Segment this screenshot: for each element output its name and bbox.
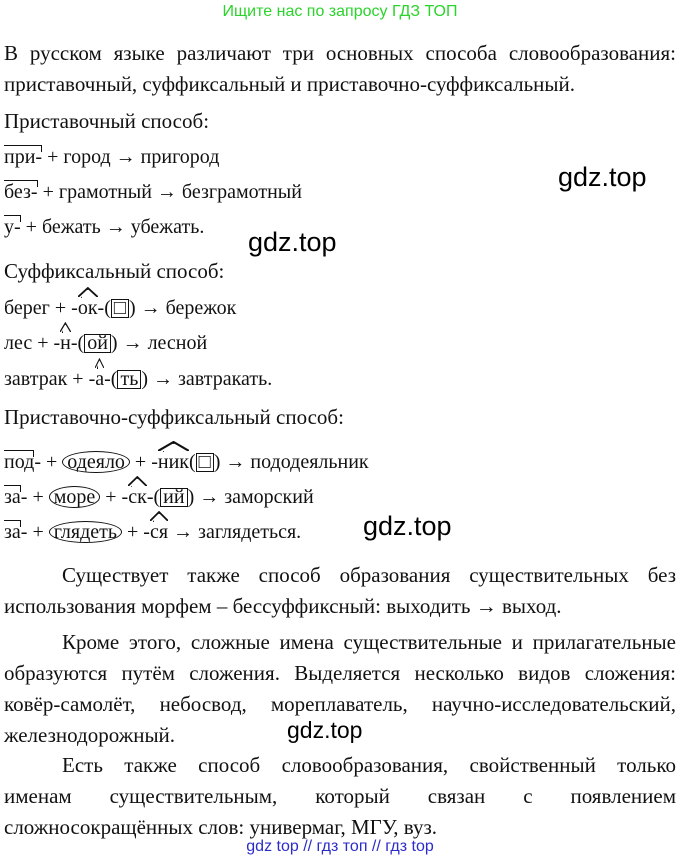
footer-links[interactable]: gdz top // гдз топ // гдз top — [246, 838, 434, 855]
suffix-text: ок — [77, 297, 98, 319]
suffix-example — [4, 297, 236, 320]
watermark: gdz.top — [363, 511, 452, 541]
text-line: железнодорожный. — [4, 723, 176, 747]
example-mid: ( — [189, 451, 196, 473]
example-tail: ) → завтракать. — [141, 368, 273, 390]
example-mid: -( — [70, 332, 85, 354]
root-mark: одеяло — [62, 451, 130, 473]
suffix-heading: Суффиксальный способ: — [4, 259, 225, 283]
text-line: сложносокращённых слов: универмаг, МГУ, вуз. — [4, 815, 438, 839]
text-line: использования морфем – бессуффиксный: выходить → выход. — [4, 594, 562, 618]
ending-mark: □ — [111, 299, 129, 318]
suffix-mark — [78, 297, 98, 320]
prefix-mark: под — [4, 451, 35, 473]
text-line: Кроме этого, сложные имена существительные и прилагательные — [62, 630, 676, 654]
example-tail: ) → пододеяльник — [213, 451, 369, 473]
suffix-example — [4, 332, 207, 355]
text-line: ковёр-самолёт, небосвод, мореплаватель, научно-исследовательский, — [4, 692, 676, 716]
paragraph-abbreviation — [4, 750, 676, 843]
text-line: Существует также способ образования существительных без — [62, 563, 676, 587]
prefix-mark: у- — [4, 216, 21, 238]
suffix-text: ск — [128, 486, 147, 508]
mixed-example — [4, 521, 301, 544]
intro-paragraph — [4, 38, 676, 100]
example-plus: - + — [20, 521, 49, 543]
suffix-mark — [158, 451, 189, 474]
example-rest: + бежать → убежать. — [20, 216, 205, 238]
text-line: Есть также способ словообразования, свойственный только — [62, 753, 676, 777]
ending-mark: ой — [84, 334, 111, 353]
text-line: именам существительным, который связан с появлением — [4, 784, 676, 808]
example-mid: -( — [97, 297, 111, 319]
suffix-mark — [128, 486, 147, 509]
example-base: лес + - — [4, 332, 61, 354]
example-rest: + грамотный → безграмотный — [37, 181, 302, 203]
mixed-example — [4, 486, 314, 509]
prefix-mark: при- — [4, 146, 43, 168]
example-base: берег + - — [4, 297, 78, 319]
ending-mark: ий — [160, 488, 187, 507]
prefix-example — [4, 216, 204, 239]
watermark: gdz.top — [558, 162, 647, 192]
prefix-mark: за — [4, 486, 21, 508]
banner-text[interactable]: Ищите нас по запросу ГДЗ ТОП — [222, 3, 458, 20]
watermark: gdz.top — [248, 227, 337, 257]
text-line: В русском языке различают три основных способа словообразования: — [4, 41, 676, 65]
example-tail: ) → заморский — [187, 486, 314, 508]
mixed-example — [4, 451, 369, 474]
example-plus: + - — [129, 451, 158, 473]
ending-mark: ть — [117, 370, 141, 389]
suffix-text: ся — [149, 521, 169, 543]
suffix-text: н — [60, 332, 71, 354]
mixed-heading: Приставочно-суффиксальный способ: — [4, 405, 344, 429]
prefix-mark: за — [4, 521, 21, 543]
prefix-heading: Приставочный способ: — [4, 109, 210, 133]
ending-mark: □ — [196, 453, 214, 472]
example-plus: - + — [20, 486, 49, 508]
example-plus: + - — [100, 486, 129, 508]
example-plus: + - — [122, 521, 150, 543]
example-plus: - + — [34, 451, 63, 473]
suffix-mark — [95, 368, 104, 391]
example-base: завтрак + - — [4, 368, 96, 390]
example-tail: → заглядеться. — [168, 521, 302, 543]
example-tail: ) → бережок — [128, 297, 237, 319]
prefix-mark: без- — [4, 181, 38, 203]
text-line: приставочный, суффиксальный и приставочно-суффиксальный. — [4, 72, 575, 96]
suffix-text: а — [95, 368, 105, 390]
suffix-mark — [60, 332, 71, 355]
suffix-example — [4, 368, 272, 391]
root-mark: глядеть — [49, 521, 122, 543]
prefix-example — [4, 146, 219, 169]
example-rest: + город → пригород — [42, 146, 220, 168]
prefix-example — [4, 181, 302, 204]
example-tail: ) → лесной — [110, 332, 208, 354]
text-line: образуются путём сложения. Выделяется несколько видов сложения: — [4, 661, 676, 685]
suffix-mark — [150, 521, 168, 544]
example-mid: -( — [146, 486, 161, 508]
example-mid: -( — [104, 368, 118, 390]
paragraph-bessuffix — [4, 560, 676, 622]
root-mark: море — [49, 486, 101, 508]
suffix-text: ник — [157, 451, 189, 473]
watermark: gdz.top — [287, 717, 363, 743]
